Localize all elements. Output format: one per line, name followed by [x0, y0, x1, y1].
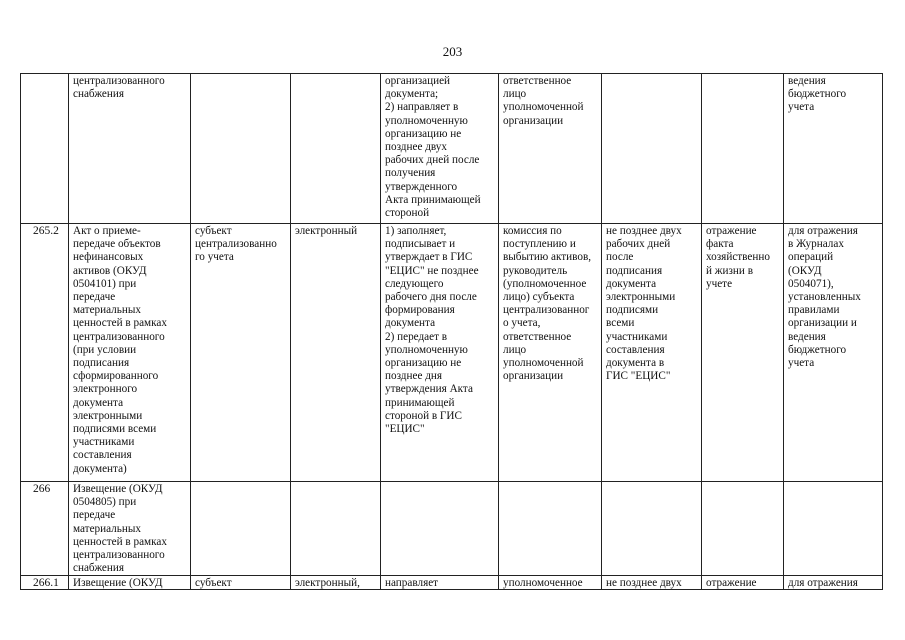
document-table — [20, 73, 883, 590]
document-name-cell: Извещение (ОКУД — [69, 576, 191, 590]
deadline-cell — [602, 74, 702, 224]
deadline-cell — [602, 482, 702, 576]
subject-cell: субъект — [191, 576, 291, 590]
document-name-cell: централизованного снабжения — [69, 74, 191, 224]
table-row — [21, 224, 883, 482]
table-row — [21, 74, 883, 224]
purpose-cell — [702, 482, 784, 576]
table-row — [21, 482, 883, 576]
subject-cell — [191, 74, 291, 224]
form-cell — [291, 74, 381, 224]
purpose-cell: отражение факта хозяйственно й жизни в учете — [702, 224, 784, 482]
document-name-cell: Извещение (ОКУД 0504805) при передаче материальных ценностей в рамках централизованного снабжения — [69, 482, 191, 576]
responsible-cell: ответственное лицо уполномоченной организации — [499, 74, 602, 224]
deadline-cell: не позднее двух — [602, 576, 702, 590]
row-number-cell — [21, 74, 69, 224]
responsible-cell — [499, 482, 602, 576]
document-name-cell: Акт о приеме- передаче объектов нефинансовых активов (ОКУД 0504101) при передаче материальных ценностей в рамках централизованного (при условии подписания сформированного электронного документа электронными подписями всеми участниками составления документа) — [69, 224, 191, 482]
row-number-cell: 266 — [21, 482, 69, 576]
usage-cell — [784, 482, 883, 576]
usage-cell: ведения бюджетного учета — [784, 74, 883, 224]
subject-cell — [191, 482, 291, 576]
purpose-cell: отражение — [702, 576, 784, 590]
purpose-cell — [702, 74, 784, 224]
responsible-cell: уполномоченное — [499, 576, 602, 590]
deadline-cell: не позднее двух рабочих дней после подписания документа электронными подписями всеми участниками составления документа в ГИС "ЕЦИС" — [602, 224, 702, 482]
usage-cell: для отражения — [784, 576, 883, 590]
actions-cell: 1) заполняет, подписывает и утверждает в ГИС "ЕЦИС" не позднее следующего рабочего дня после формирования документа 2) передает в уполномоченную организацию не позднее дня утверждения Акта принимающей стороной в ГИС "ЕЦИС" — [381, 224, 499, 482]
usage-cell: для отражения в Журналах операций (ОКУД 0504071), установленных правилами организации и ведения бюджетного учета — [784, 224, 883, 482]
actions-cell — [381, 482, 499, 576]
actions-cell: организацией документа; 2) направляет в уполномоченную организацию не позднее двух рабочих дней после получения утвержденного Акта принимающей стороной — [381, 74, 499, 224]
table-row — [21, 576, 883, 590]
subject-cell: субъект централизованно го учета — [191, 224, 291, 482]
form-cell — [291, 482, 381, 576]
row-number-cell: 266.1 — [21, 576, 69, 590]
row-number-cell: 265.2 — [21, 224, 69, 482]
form-cell: электронный, — [291, 576, 381, 590]
responsible-cell: комиссия по поступлению и выбытию активов, руководитель (уполномоченное лицо) субъекта централизованног о учета, ответственное лицо уполномоченной организации — [499, 224, 602, 482]
form-cell: электронный — [291, 224, 381, 482]
page-number: 203 — [442, 44, 463, 59]
actions-cell: направляет — [381, 576, 499, 590]
